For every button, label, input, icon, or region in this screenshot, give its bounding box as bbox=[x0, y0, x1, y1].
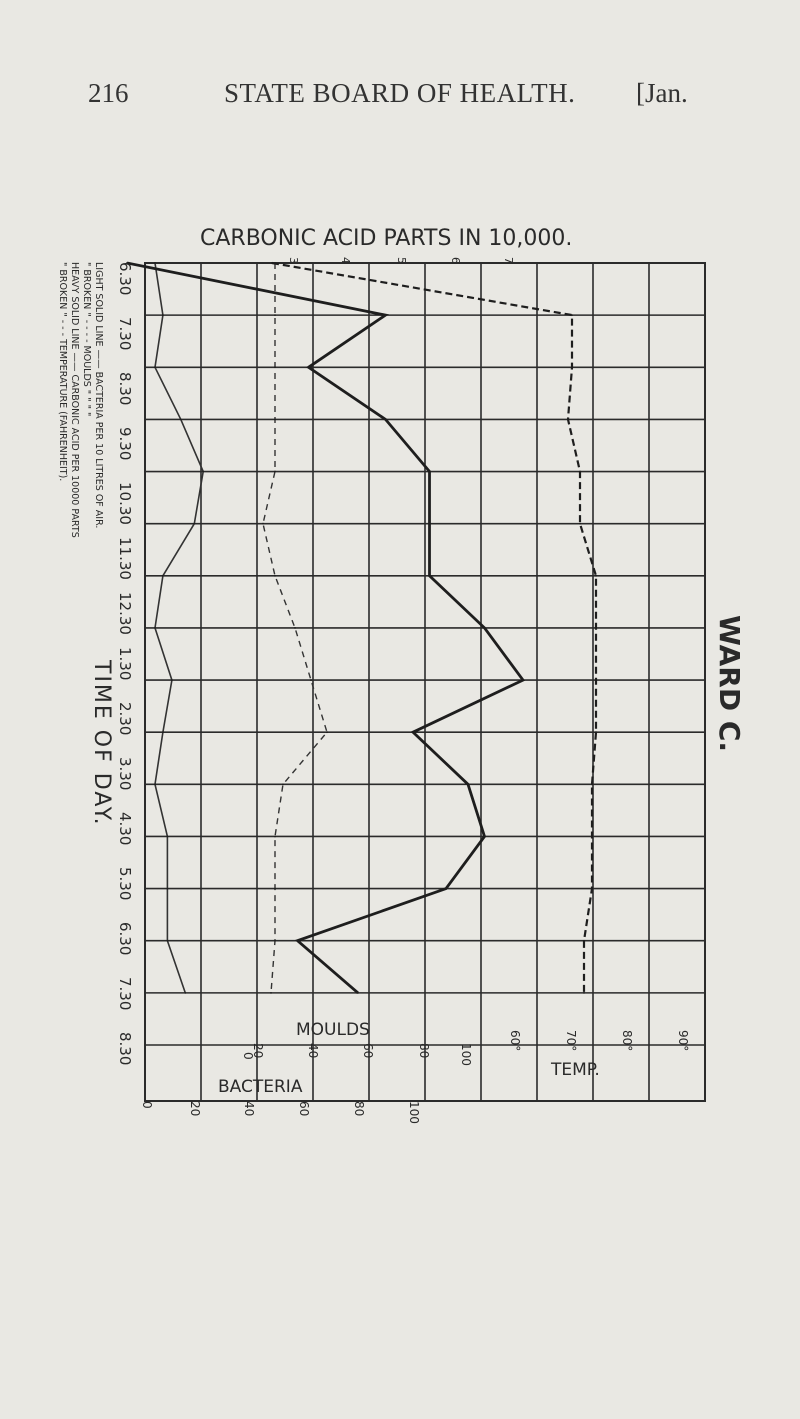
bacteria-axis-tick: 60 bbox=[361, 1043, 375, 1059]
series-point bbox=[154, 783, 156, 785]
series-point bbox=[262, 523, 264, 525]
series-point bbox=[167, 940, 169, 942]
series-point bbox=[571, 314, 573, 316]
bacteria-axis-tick: 100 bbox=[459, 1043, 473, 1066]
moulds-label: MOULDS bbox=[296, 1020, 370, 1040]
running-title: STATE BOARD OF HEALTH. bbox=[224, 78, 576, 108]
series-point bbox=[162, 575, 164, 577]
legend-entry: LIGHT SOLID LINE —— BACTERIA PER 10 LITRES OF AIR. bbox=[93, 262, 104, 529]
series-point bbox=[595, 627, 597, 629]
series-point bbox=[162, 314, 164, 316]
bacteria-axis-tick: 40 bbox=[306, 1043, 320, 1059]
series-point bbox=[571, 366, 573, 368]
series-point bbox=[385, 419, 387, 421]
series-point bbox=[167, 836, 169, 838]
chart-title: CARBONIC ACID PARTS IN 10,000. bbox=[200, 226, 573, 251]
series-point bbox=[171, 679, 173, 681]
series-point bbox=[429, 523, 431, 525]
series-point bbox=[429, 575, 431, 577]
bacteria-axis-label: BACTERIA bbox=[218, 1077, 303, 1097]
series-layer bbox=[126, 262, 597, 1040]
time-label: 3.30 bbox=[116, 757, 134, 791]
legend-entry: " BROKEN " - - - TEMPERATURE (FAHRENHEIT). bbox=[57, 262, 68, 482]
series-point bbox=[567, 419, 569, 421]
series-point bbox=[467, 783, 469, 785]
series-point bbox=[274, 366, 276, 368]
bacteria-axis-tick: 0 bbox=[241, 1052, 255, 1060]
top-axis-tick: 6 bbox=[449, 257, 462, 264]
series-point bbox=[297, 940, 299, 942]
series-point bbox=[595, 731, 597, 733]
series-point bbox=[429, 471, 431, 473]
series-point bbox=[591, 888, 593, 890]
series-point bbox=[583, 992, 585, 994]
series-point bbox=[326, 731, 328, 733]
lower-scale-tick: 60 bbox=[297, 1101, 311, 1117]
lower-scale-tick: 40 bbox=[242, 1101, 256, 1117]
series-point bbox=[484, 627, 486, 629]
bacteria-axis-tick: 80 bbox=[417, 1043, 431, 1059]
lower-scale-tick: 80 bbox=[352, 1101, 366, 1117]
time-label: 10.30 bbox=[116, 482, 134, 525]
bottom-axes bbox=[140, 1030, 690, 1124]
temperature-axis-tick: 90° bbox=[676, 1030, 690, 1052]
series-point bbox=[294, 627, 296, 629]
time-label: 8.30 bbox=[116, 1032, 134, 1066]
series-point bbox=[484, 836, 486, 838]
series-point bbox=[445, 888, 447, 890]
series-point bbox=[271, 262, 273, 264]
left-side-labels bbox=[57, 262, 134, 1065]
lower-scale-tick: 20 bbox=[188, 1101, 202, 1117]
time-label: 1.30 bbox=[116, 647, 134, 681]
time-label: 9.30 bbox=[116, 427, 134, 461]
bacteria-axis-tick: 20 bbox=[251, 1043, 265, 1059]
chart-grid bbox=[145, 263, 705, 1101]
series-point bbox=[180, 419, 182, 421]
series-point bbox=[193, 523, 195, 525]
ward-label-text: WARD C. bbox=[713, 615, 746, 753]
time-label: 11.30 bbox=[116, 537, 134, 580]
temperature-axis-tick: 70° bbox=[564, 1030, 578, 1052]
series-point bbox=[274, 940, 276, 942]
time-label: 4.30 bbox=[116, 812, 134, 846]
top-axis-tick: 4 bbox=[339, 257, 352, 264]
series-point bbox=[154, 627, 156, 629]
series-point bbox=[310, 679, 312, 681]
series-point bbox=[579, 523, 581, 525]
series-point bbox=[412, 731, 414, 733]
series-point bbox=[202, 471, 204, 473]
time-label: 8.30 bbox=[116, 372, 134, 406]
legend-entry: HEAVY SOLID LINE —— CARBONIC ACID PER 10000 PARTS bbox=[69, 262, 80, 538]
page-number: 216 bbox=[88, 78, 129, 108]
legend-entry: " BROKEN " - - - - MOULDS " " " " bbox=[81, 262, 92, 417]
series-point bbox=[591, 783, 593, 785]
temperature-axis-tick: 60° bbox=[508, 1030, 522, 1052]
series-point bbox=[522, 679, 524, 681]
time-label: 12.30 bbox=[116, 592, 134, 635]
series-point bbox=[385, 314, 387, 316]
series-point bbox=[154, 366, 156, 368]
series-point bbox=[274, 836, 276, 838]
top-axis-tick: 7 bbox=[502, 257, 515, 264]
time-label: 7.30 bbox=[116, 977, 134, 1011]
series-point bbox=[308, 366, 310, 368]
time-label: 6.30 bbox=[116, 922, 134, 956]
series-point bbox=[274, 575, 276, 577]
series-point bbox=[274, 471, 276, 473]
series-point bbox=[162, 731, 164, 733]
series-point bbox=[583, 940, 585, 942]
series-point bbox=[282, 783, 284, 785]
time-label: 5.30 bbox=[116, 867, 134, 901]
series-point bbox=[579, 471, 581, 473]
series-point bbox=[274, 314, 276, 316]
temperature-axis-tick: 80° bbox=[620, 1030, 634, 1052]
series-point bbox=[274, 419, 276, 421]
lower-scale-tick: 0 bbox=[140, 1101, 154, 1109]
series-point bbox=[591, 836, 593, 838]
lower-scale-tick: 100 bbox=[407, 1101, 421, 1124]
series-point bbox=[270, 992, 272, 994]
issue-month: [Jan. bbox=[636, 78, 688, 108]
series-point bbox=[274, 888, 276, 890]
series-point bbox=[357, 992, 359, 994]
series-point bbox=[154, 262, 156, 264]
time-label: 6.30 bbox=[116, 262, 134, 296]
top-axis-tick: 3 bbox=[287, 257, 300, 264]
ward-label bbox=[700, 615, 760, 795]
temperature-axis-label: TEMP. bbox=[551, 1060, 600, 1080]
series-point bbox=[595, 575, 597, 577]
series-point bbox=[167, 888, 169, 890]
series-point bbox=[595, 679, 597, 681]
series-point bbox=[184, 992, 186, 994]
top-axis-tick: 5 bbox=[395, 257, 408, 264]
time-label: 7.30 bbox=[116, 317, 134, 351]
time-label: 2.30 bbox=[116, 702, 134, 736]
time-axis-title: TIME OF DAY. bbox=[89, 660, 114, 827]
